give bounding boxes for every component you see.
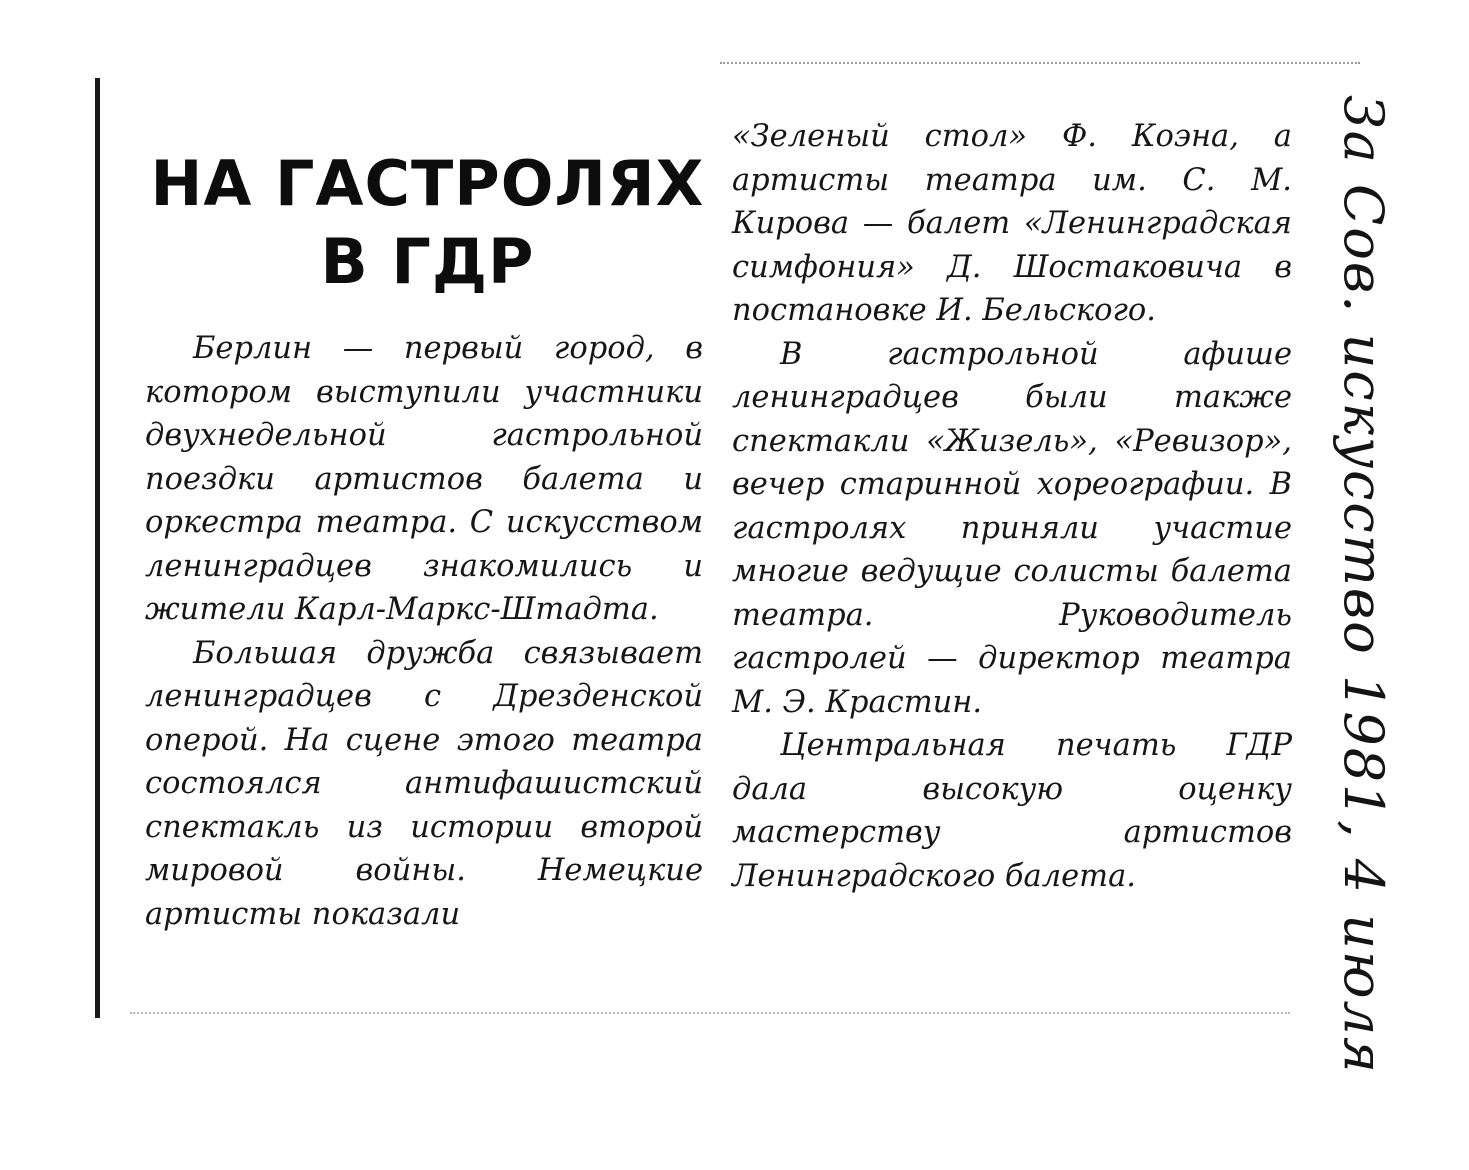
- headline: [150, 145, 705, 301]
- handwritten-annotation: За Сов. искусство 1981, 4 июля: [1332, 95, 1395, 1075]
- paragraph: Центральная печать ГДР дала высокую оценку мастерству артистов Ленинградского балета.: [732, 728, 1292, 894]
- column-rule: [95, 78, 100, 1018]
- paragraph: Берлин — первый город, в котором выступили участники двухнедельной гастрольной поездки артистов балета и оркестра театра. С искусством ленинградцев знакомились и жители Карл-Маркс-Штадта.: [145, 331, 703, 627]
- left-column: [145, 327, 703, 936]
- cut-edge-bottom: [130, 1012, 1290, 1014]
- paragraph-continuation: «Зеленый стол» Ф. Коэна, а артисты театра им. С. М. Кирова — балет «Ленинградская симфония» Д. Шостаковича в постановке И. Бельского.: [732, 119, 1292, 328]
- headline-line-2: В ГДР: [320, 225, 535, 298]
- right-column: [732, 115, 1292, 898]
- paragraph: Большая дружба связывает ленинградцев с Дрезденской оперой. На сцене этого театра состоялся антифашистский спектакль из истории второй мировой войны. Немецкие артисты показали: [145, 635, 703, 932]
- headline-line-1: НА ГАСТРОЛЯХ: [150, 147, 705, 220]
- paragraph: В гастрольной афише ленинградцев были также спектакли «Жизель», «Ревизор», вечер старинной хореографии. В гастролях приняли участие многие ведущие солисты балета театра. Руководитель гастролей — директор театра М. Э. Крастин.: [732, 336, 1292, 720]
- cut-edge-top: [720, 62, 1360, 64]
